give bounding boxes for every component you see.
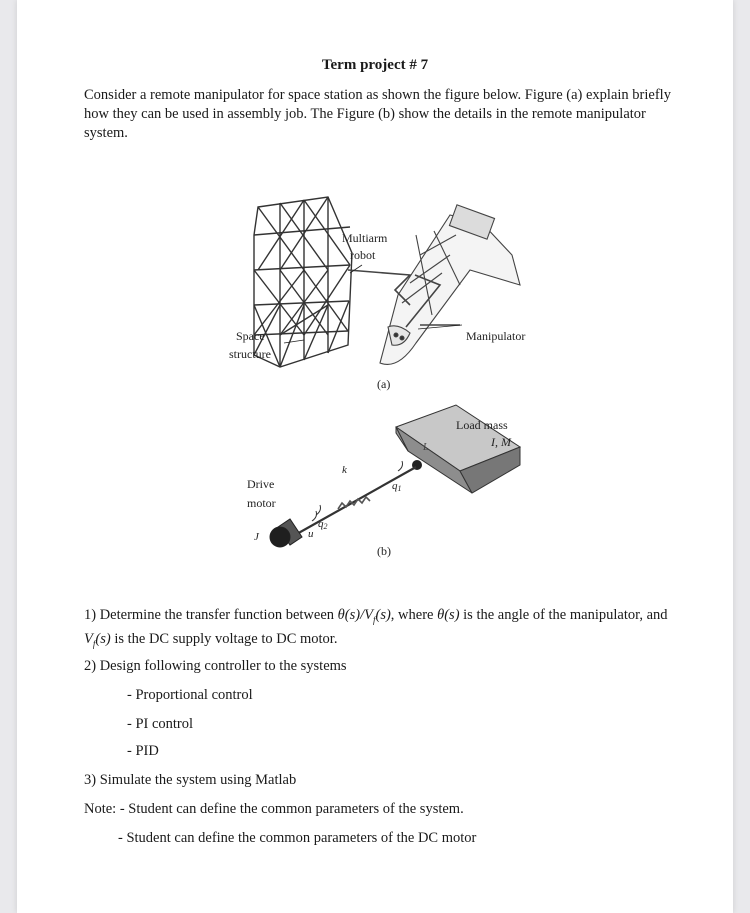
controller-item: - Proportional control (127, 687, 253, 703)
label-manipulator: Manipulator (466, 329, 526, 343)
intro-paragraph: Consider a remote manipulator for space station as shown the figure below. Figure (a) explain briefly how they can be used in assembly job. The Figure (b) show the details in the remote manipulator system. (84, 87, 671, 141)
question-1: 1) Determine the transfer function between $\theta(s)/V_f(s)$, where θ(s) is the angle of the manipulator, and $V_f(s)$ is the DC supply voltage to DC motor. (84, 607, 668, 649)
question-2: 2) Design following controller to the systems (84, 658, 347, 674)
label-q1: q1 (392, 480, 402, 493)
figure (220, 175, 550, 570)
label-space-2: structure (229, 347, 271, 361)
shaft (295, 467, 416, 535)
label-k: k (342, 464, 347, 476)
note: Note: - Student can define the common parameters of the system. (84, 801, 464, 817)
caption-a: (a) (377, 377, 391, 391)
controller-item: - PID (127, 743, 159, 759)
space-structure-truss (254, 197, 352, 367)
drive-motor (270, 519, 302, 547)
figure-drawing (220, 175, 550, 570)
page-title: Term project # 7 (321, 57, 429, 73)
note-2: - Student can define the common parameters of the DC motor (118, 830, 477, 846)
question-3: 3) Simulate the system using Matlab (84, 772, 297, 788)
label-J: J (254, 531, 259, 543)
label-space-1: Space (236, 329, 265, 343)
label-multiarm-1: Multiarm (342, 231, 388, 245)
label-load-1: Load mass (456, 418, 508, 432)
controller-item: - PI control (127, 716, 194, 732)
caption-b: (b) (377, 544, 391, 558)
label-L: L (423, 442, 429, 453)
label-q2: q2 (318, 518, 328, 531)
label-u: u (308, 528, 314, 540)
label-load-2: I, M (491, 435, 511, 449)
label-drive-2: motor (247, 496, 276, 510)
label-multiarm-2: robot (350, 248, 376, 262)
rotation-arrows (312, 461, 403, 521)
label-drive-1: Drive (247, 477, 275, 491)
